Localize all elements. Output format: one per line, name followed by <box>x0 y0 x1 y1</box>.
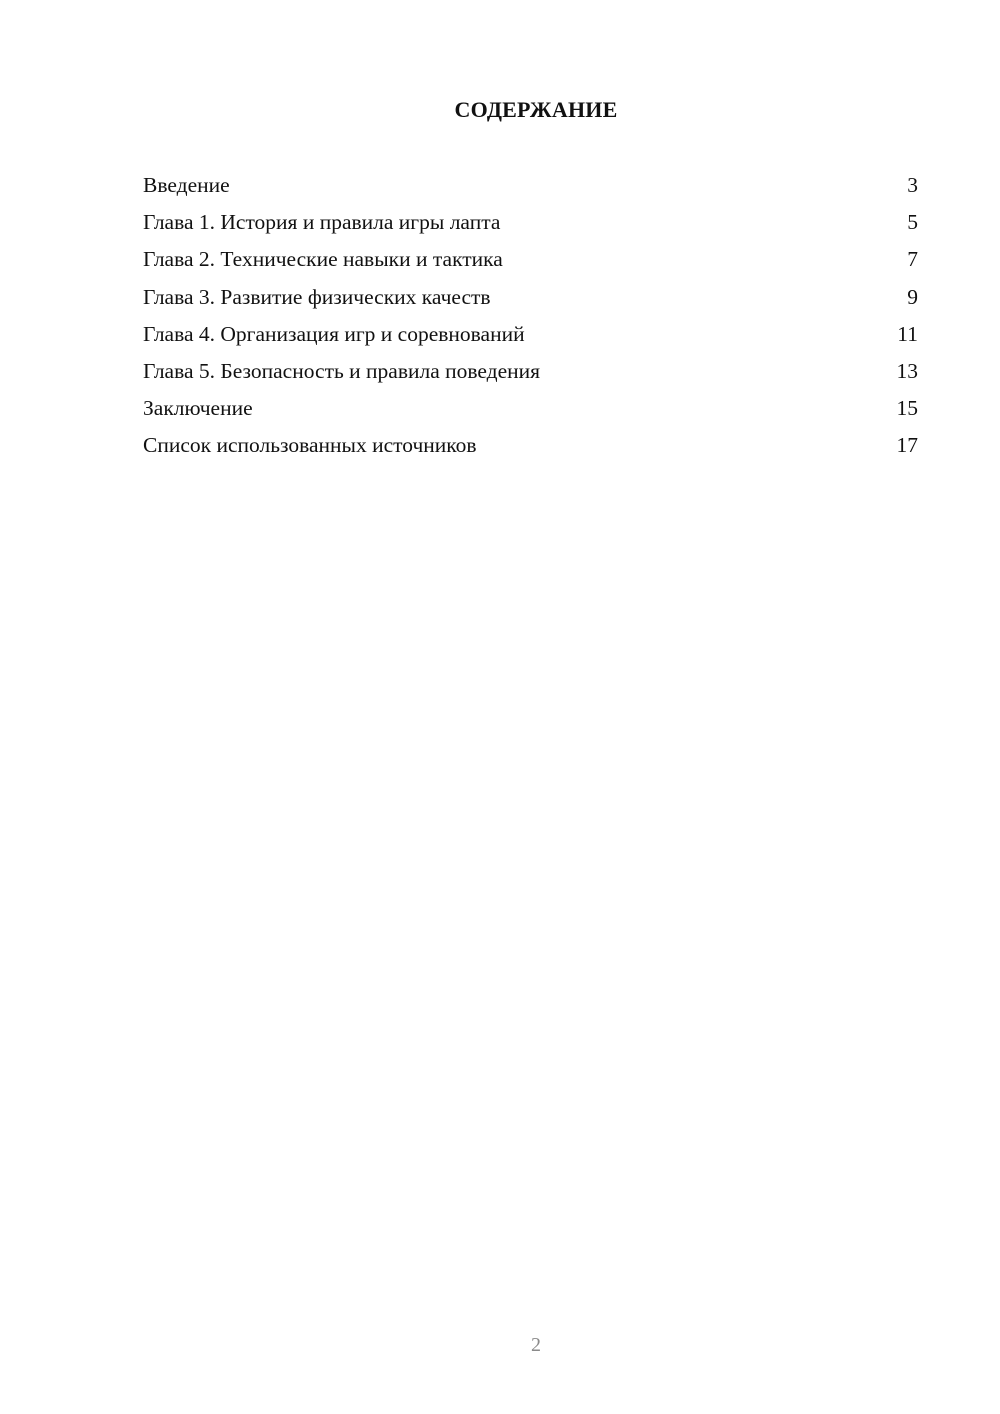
toc-item-label: Глава 2. Технические навыки и тактика <box>143 247 503 272</box>
toc-item-page: 17 <box>896 433 918 458</box>
toc-item-page: 13 <box>896 358 918 383</box>
toc-heading: СОДЕРЖАНИЕ <box>454 97 618 122</box>
toc-item-page: 15 <box>896 396 918 421</box>
toc-item-label: Глава 4. Организация игр и соревнований <box>143 321 525 346</box>
toc-item-label: Глава 3. Развитие физических качеств <box>143 284 491 309</box>
toc-item-chapter-2 <box>143 241 918 278</box>
toc-item-page: 7 <box>907 247 918 272</box>
toc-item-label: Список использованных источников <box>143 433 477 458</box>
toc-item-introduction <box>143 167 918 204</box>
toc-item-label: Заключение <box>143 396 253 421</box>
toc-item-chapter-3 <box>143 279 918 316</box>
table-of-contents <box>143 167 918 465</box>
toc-item-conclusion <box>143 390 918 427</box>
toc-item-references <box>143 427 918 464</box>
toc-item-page: 9 <box>907 284 918 309</box>
toc-item-page: 5 <box>907 210 918 235</box>
toc-item-label: Глава 1. История и правила игры лапта <box>143 210 501 235</box>
toc-item-chapter-5 <box>143 353 918 390</box>
toc-item-chapter-4 <box>143 316 918 353</box>
toc-item-label: Введение <box>143 173 230 197</box>
toc-item-chapter-1 <box>143 204 918 241</box>
toc-item-page: 11 <box>897 321 918 346</box>
page-number: 2 <box>531 1334 541 1356</box>
toc-item-page: 3 <box>907 173 918 197</box>
toc-item-label: Глава 5. Безопасность и правила поведения <box>143 358 541 383</box>
